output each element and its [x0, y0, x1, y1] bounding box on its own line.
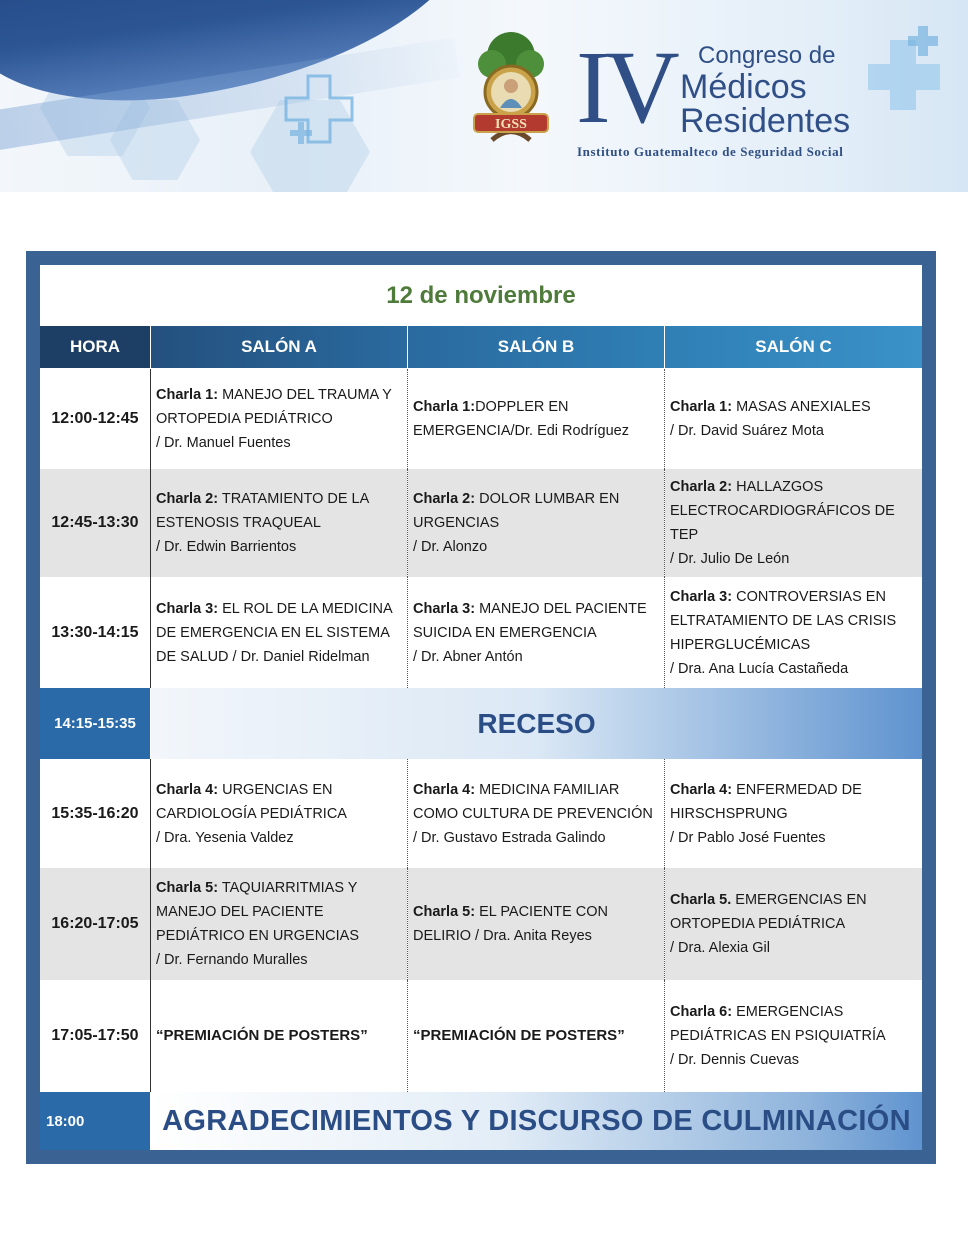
- talk-title: EMERGENCIAS PEDIÁTRICAS EN PSIQUIATRÍA: [670, 1004, 886, 1044]
- talk-title: URGENCIAS EN CARDIOLOGÍA PEDIÁTRICA: [156, 781, 347, 822]
- talk-label: Charla 5.: [670, 892, 732, 908]
- talk-speaker: / Dr. Alonzo: [413, 539, 488, 555]
- table-row: [40, 369, 922, 469]
- talk-title: TAQUIARRITMIAS Y MANEJO DEL PACIENTE PEDIÁTRICO EN URGENCIAS: [156, 880, 360, 944]
- talk-title: MANEJO DEL PACIENTE SUICIDA EN EMERGENCIA: [413, 600, 647, 641]
- recess-time: 14:15-15:35: [40, 688, 150, 759]
- closing-time: 18:00: [40, 1092, 150, 1150]
- talk-title: EMERGENCIAS EN ORTOPEDIA PEDIÁTRICA: [670, 892, 867, 932]
- talk-title: CONTROVERSIAS EN ELTRATAMIENTO DE LAS CRISIS HIPERGLUCÉMICAS: [670, 588, 897, 653]
- medical-cross-icon: [860, 20, 950, 110]
- time-slot: 12:00-12:45: [40, 369, 150, 469]
- congress-title: [680, 44, 850, 138]
- title-line-2: Médicos: [680, 68, 807, 106]
- schedule-table: [40, 265, 922, 1150]
- talk-speaker: / Dr. Manuel Fuentes: [156, 435, 291, 451]
- poster-cell: [151, 980, 407, 1092]
- column-divider: [664, 980, 665, 1092]
- column-divider: [407, 577, 408, 688]
- talk-title: TRATAMIENTO DE LA ESTENOSIS TRAQUEAL: [156, 491, 369, 531]
- talk-cell: [665, 980, 922, 1092]
- talk-label: Charla 2:: [413, 491, 476, 507]
- schedule-date: 12 de noviembre: [386, 281, 576, 309]
- institute-name: Instituto Guatemalteco de Seguridad Social: [577, 144, 844, 159]
- talk-title: MEDICINA FAMILIAR COMO CULTURA DE PREVENCIÓN: [413, 781, 653, 822]
- column-divider: [150, 980, 151, 1092]
- talk-label: Charla 1:: [670, 399, 733, 415]
- talk-label: Charla 4:: [670, 781, 733, 798]
- talk-cell: [408, 469, 664, 577]
- igss-logo: [462, 28, 560, 156]
- column-divider: [150, 369, 151, 469]
- time-slot: 15:35-16:20: [40, 759, 150, 868]
- talk-speaker: / Dr. Fernando Muralles: [156, 952, 308, 968]
- talk-speaker: / Dr. Abner Antón: [413, 648, 523, 665]
- time-slot: 16:20-17:05: [40, 868, 150, 980]
- talk-label: Charla 4:: [413, 781, 476, 798]
- logo-text: IGSS: [495, 117, 527, 132]
- talk-speaker: / Dr. Julio De León: [670, 551, 790, 567]
- column-header-salon-c: SALÓN C: [665, 326, 922, 368]
- talk-label: Charla 1:: [413, 399, 476, 415]
- talk-label: Charla 2:: [670, 479, 733, 495]
- talk-speaker: / Dra. Yesenia Valdez: [156, 829, 294, 846]
- talk-speaker: / Dra. Alexia Gil: [670, 940, 770, 956]
- column-divider: [664, 469, 665, 577]
- column-divider: [664, 868, 665, 980]
- closing-label: AGRADECIMIENTOS Y DISCURSO DE CULMINACIÓN: [151, 1092, 922, 1150]
- talk-speaker: / Dr. Edwin Barrientos: [156, 539, 297, 555]
- column-divider: [407, 868, 408, 980]
- talk-title: DOLOR LUMBAR EN URGENCIAS: [413, 491, 620, 531]
- talk-cell: [408, 577, 664, 688]
- talk-speaker: / Dra. Ana Lucía Castañeda: [670, 660, 849, 677]
- header-banner: [0, 0, 968, 192]
- talk-label: Charla 2:: [156, 491, 219, 507]
- talk-cell: [665, 577, 922, 688]
- talk-cell: [408, 759, 664, 868]
- poster-award: “PREMIACIÓN DE POSTERS”: [156, 1027, 368, 1044]
- recess-row: [40, 688, 922, 759]
- recess-label: RECESO: [151, 688, 922, 759]
- column-divider: [407, 369, 408, 469]
- table-row: [40, 577, 922, 688]
- talk-label: Charla 4:: [156, 781, 219, 798]
- schedule-frame: [26, 251, 936, 1164]
- talk-label: Charla 1:: [156, 387, 219, 403]
- column-header-salon-b: SALÓN B: [408, 326, 664, 368]
- talk-label: Charla 5:: [413, 904, 476, 920]
- column-divider: [150, 469, 151, 577]
- column-header-hora: HORA: [40, 326, 150, 368]
- talk-cell: [665, 469, 922, 577]
- talk-title: EL ROL DE LA MEDICINA DE EMERGENCIA EN EL SISTEMA DE SALUD / Dr. Daniel Ridelman: [156, 600, 392, 665]
- talk-cell: [408, 868, 664, 980]
- title-line-1: Congreso de: [698, 42, 836, 69]
- column-divider: [150, 759, 151, 868]
- table-header: [40, 326, 922, 368]
- talk-title: ENFERMEDAD DE HIRSCHSPRUNG: [670, 781, 862, 822]
- talk-speaker: / Dr Pablo José Fuentes: [670, 829, 826, 846]
- title-line-3: Residentes: [680, 102, 851, 140]
- talk-label: Charla 3:: [156, 600, 219, 617]
- column-divider: [664, 759, 665, 868]
- column-divider: [407, 980, 408, 1092]
- talk-title: MANEJO DEL TRAUMA Y ORTOPEDIA PEDIÁTRICO: [156, 387, 392, 427]
- talk-speaker: / Dr. Gustavo Estrada Galindo: [413, 829, 606, 846]
- column-divider: [150, 868, 151, 980]
- poster-cell: [408, 980, 664, 1092]
- table-row: [40, 759, 922, 868]
- column-divider: [150, 577, 151, 688]
- talk-label: Charla 3:: [413, 600, 476, 617]
- column-divider: [407, 759, 408, 868]
- talk-title: HALLAZGOS ELECTROCARDIOGRÁFICOS DE TEP: [670, 479, 895, 543]
- table-row: [40, 469, 922, 577]
- talk-cell: [408, 369, 664, 469]
- talk-speaker: / Dr. David Suárez Mota: [670, 423, 824, 439]
- talk-label: Charla 5:: [156, 880, 219, 896]
- talk-cell: [151, 369, 407, 469]
- roman-numeral: IV: [576, 30, 674, 145]
- time-slot: 17:05-17:50: [40, 980, 150, 1092]
- time-slot: 13:30-14:15: [40, 577, 150, 688]
- talk-cell: [665, 369, 922, 469]
- medical-cross-icon: [280, 70, 360, 160]
- time-slot: 12:45-13:30: [40, 469, 150, 577]
- column-divider: [664, 369, 665, 469]
- table-row: [40, 980, 922, 1092]
- talk-title: DOPPLER EN EMERGENCIA/Dr. Edi Rodríguez: [413, 399, 629, 439]
- talk-cell: [151, 577, 407, 688]
- talk-speaker: / Dr. Dennis Cuevas: [670, 1052, 799, 1068]
- talk-cell: [151, 469, 407, 577]
- talk-cell: [665, 759, 922, 868]
- talk-cell: [151, 759, 407, 868]
- talk-title: MASAS ANEXIALES: [736, 399, 871, 415]
- table-row: [40, 868, 922, 980]
- column-header-salon-a: SALÓN A: [151, 326, 407, 368]
- column-divider: [664, 577, 665, 688]
- column-divider: [407, 469, 408, 577]
- talk-label: Charla 6:: [670, 1004, 733, 1020]
- talk-cell: [151, 868, 407, 980]
- talk-title: EL PACIENTE CON DELIRIO / Dra. Anita Reyes: [413, 904, 609, 944]
- talk-label: Charla 3:: [670, 588, 733, 605]
- poster-award: “PREMIACIÓN DE POSTERS”: [413, 1027, 625, 1044]
- closing-row: [40, 1092, 922, 1150]
- talk-cell: [665, 868, 922, 980]
